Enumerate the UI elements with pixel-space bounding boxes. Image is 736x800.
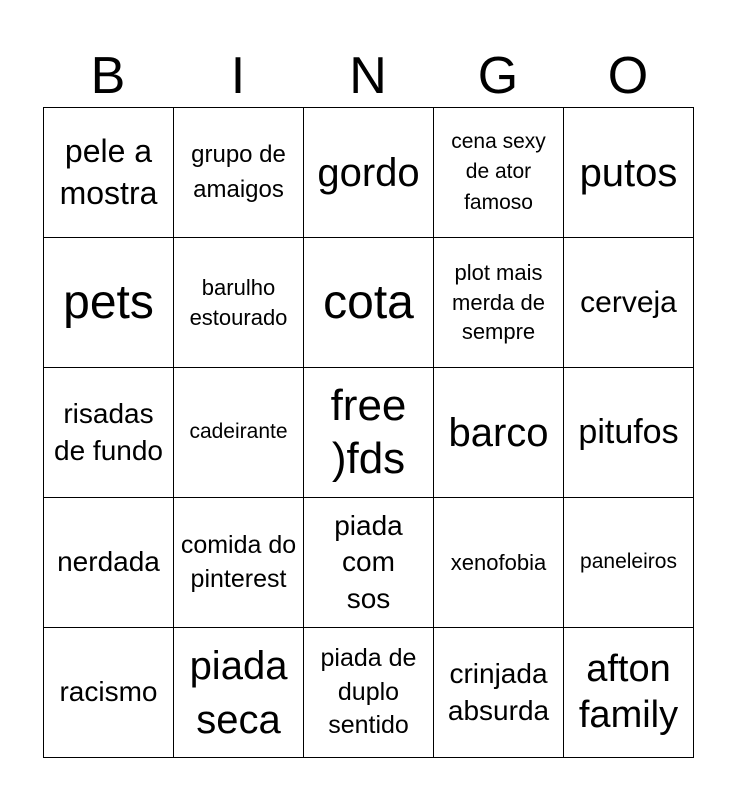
header-letter-b: B — [90, 47, 126, 105]
bingo-cell — [44, 238, 174, 368]
header-letter-n: N — [349, 47, 387, 105]
header-letter-o: O — [607, 47, 649, 105]
cell-text: xenofobia — [450, 549, 547, 575]
bingo-cell — [174, 368, 304, 498]
cell-text: risadas de fundo — [54, 398, 163, 466]
bingo-cell — [304, 238, 434, 368]
cell-text: comida do pinterest — [180, 530, 297, 593]
cell-text: free )fds — [330, 380, 407, 483]
cell-text: nerdada — [57, 546, 160, 578]
bingo-cell — [174, 108, 304, 238]
bingo-cell — [44, 498, 174, 628]
cell-text: putos — [579, 150, 678, 195]
cell-text: paneleiros — [580, 550, 677, 574]
header-letter-g: G — [477, 47, 519, 105]
bingo-cell — [174, 628, 304, 758]
cell-text: pitufos — [578, 413, 679, 452]
bingo-cell — [434, 108, 564, 238]
bingo-cell — [564, 108, 694, 238]
cell-text: cena sexy de ator famoso — [451, 129, 546, 214]
bingo-cell — [304, 108, 434, 238]
bingo-cell — [434, 498, 564, 628]
bingo-cell — [44, 108, 174, 238]
cell-text: plot mais merda de sempre — [452, 259, 545, 345]
header-letter-i: I — [230, 47, 246, 105]
bingo-cell — [304, 498, 434, 628]
bingo-header — [43, 46, 693, 106]
bingo-cell — [564, 628, 694, 758]
cell-text: cota — [323, 275, 414, 329]
cell-text: piada seca — [189, 643, 288, 742]
cell-text: cadeirante — [189, 420, 288, 444]
cell-text: piada com sos — [334, 509, 403, 614]
cell-text: crinjada absurda — [447, 658, 550, 726]
bingo-cell — [564, 238, 694, 368]
cell-text: cerveja — [580, 286, 677, 319]
bingo-cell — [564, 368, 694, 498]
cell-text: barco — [448, 410, 549, 455]
cell-text: afton family — [578, 647, 679, 736]
cell-text: pets — [63, 275, 154, 329]
cell-text: grupo de amaigos — [191, 140, 286, 203]
bingo-cell — [44, 628, 174, 758]
cell-text: pele a mostra — [59, 132, 158, 211]
bingo-cell — [304, 628, 434, 758]
bingo-cell — [174, 238, 304, 368]
cell-text: piada de duplo sentido — [320, 643, 417, 740]
bingo-cell — [434, 368, 564, 498]
bingo-cell — [434, 238, 564, 368]
cell-text: gordo — [317, 150, 420, 195]
bingo-cell — [434, 628, 564, 758]
bingo-board — [43, 107, 694, 758]
cell-text: barulho estourado — [189, 274, 288, 330]
bingo-cell — [564, 498, 694, 628]
cell-text: racismo — [59, 676, 158, 708]
bingo-cell — [44, 368, 174, 498]
bingo-cell — [304, 368, 434, 498]
bingo-cell — [174, 498, 304, 628]
